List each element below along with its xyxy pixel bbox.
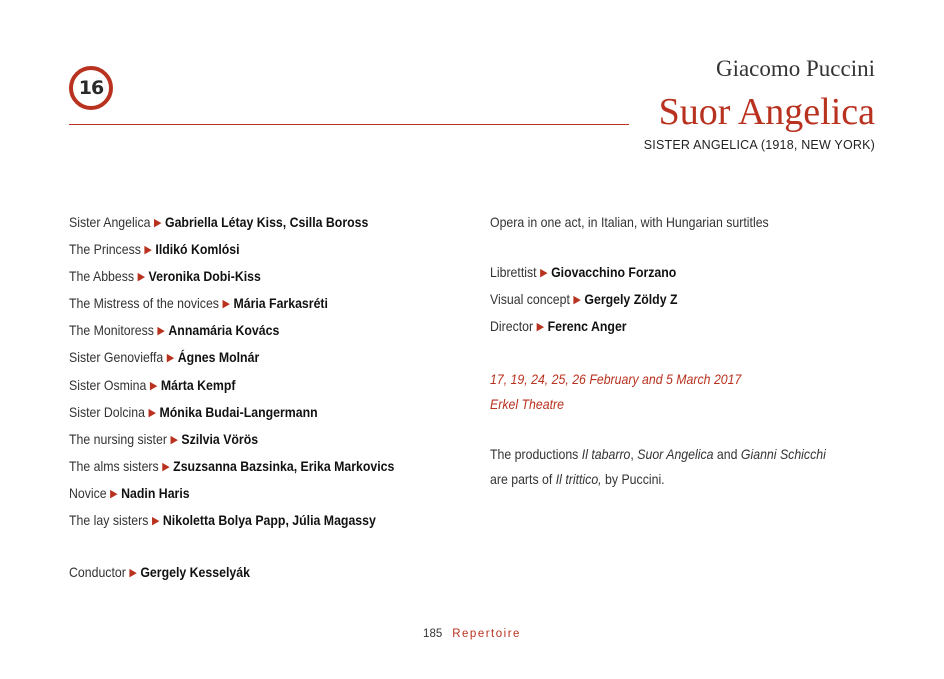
cast-row — [69, 318, 421, 345]
credit-name: Giovacchino Forzano — [551, 264, 677, 281]
cast-role: The Monitoress — [69, 322, 154, 339]
note-text: by Puccini. — [601, 470, 665, 487]
note-work-title: Il trittico, — [555, 470, 602, 487]
cast-row — [69, 237, 421, 264]
cast-row — [69, 291, 421, 318]
cast-row — [69, 345, 421, 372]
credit-role: Librettist — [490, 264, 537, 281]
note-work-title: Gianni Schicchi — [740, 445, 826, 462]
cast-names: Zsuzsanna Bazsinka, Erika Markovics — [173, 457, 395, 474]
credit-row — [490, 287, 860, 314]
right-triangle-icon: ▶ — [222, 298, 230, 311]
cast-role: Sister Osmina — [69, 376, 147, 393]
cast-row — [69, 508, 421, 535]
cast-row — [69, 210, 421, 237]
cast-role: Sister Genovieffa — [69, 349, 164, 366]
conductor-row — [69, 560, 421, 587]
credit-role: Visual concept — [490, 291, 570, 308]
spacer — [490, 341, 860, 366]
spacer — [490, 235, 860, 260]
cast-role: Sister Dolcina — [69, 403, 146, 420]
header-divider — [69, 124, 629, 125]
right-triangle-icon: ▶ — [154, 217, 162, 229]
opera-description: Opera in one act, in Italian, with Hungarian surtitles — [490, 214, 769, 230]
cast-names: Mónika Budai-Langermann — [159, 403, 318, 420]
cast-names: Ágnes Molnár — [177, 349, 260, 366]
cast-list — [69, 210, 421, 587]
note-text: The productions — [490, 445, 582, 462]
cast-row — [69, 264, 421, 291]
cast-names: Ildikó Komlósi — [155, 241, 240, 258]
right-triangle-icon: ▶ — [149, 379, 158, 392]
note-work-title: Il tabarro — [581, 445, 631, 462]
credit-role: Director — [490, 318, 534, 335]
right-triangle-icon: ▶ — [573, 294, 581, 307]
cast-row — [69, 481, 421, 508]
opera-subtitle: SISTER ANGELICA (1918, NEW YORK) — [643, 138, 875, 152]
cast-row — [69, 427, 421, 454]
trittico-note-line-1 — [490, 442, 860, 467]
right-triangle-icon: ▶ — [536, 321, 545, 334]
right-triangle-icon: ▶ — [129, 567, 137, 580]
cast-names: Nadin Haris — [121, 484, 190, 501]
section-name: Repertoire — [452, 628, 521, 640]
production-info — [490, 210, 860, 492]
spacer — [490, 417, 860, 442]
cast-role: The lay sisters — [69, 512, 149, 529]
right-triangle-icon: ▶ — [144, 244, 152, 257]
cast-names: Márta Kempf — [160, 376, 236, 393]
cast-names: Mária Farkasréti — [233, 295, 328, 312]
right-triangle-icon: ▶ — [162, 460, 170, 473]
right-triangle-icon: ▶ — [110, 487, 118, 500]
credit-row — [490, 260, 860, 287]
cast-names: Veronika Dobi-Kiss — [148, 268, 261, 285]
note-text: , — [630, 445, 638, 462]
conductor-name: Gergely Kesselyák — [140, 564, 250, 581]
note-work-title: Suor Angelica — [637, 445, 714, 462]
right-triangle-icon: ▶ — [151, 515, 160, 528]
cast-row — [69, 373, 421, 400]
right-triangle-icon: ▶ — [166, 352, 175, 365]
page-number-badge — [69, 66, 113, 110]
composer-name: Giacomo Puccini — [715, 56, 875, 81]
right-triangle-icon: ▶ — [148, 406, 156, 419]
cast-names: Nikoletta Bolya Papp, Júlia Magassy — [162, 512, 376, 529]
page-number: 185 — [423, 628, 443, 640]
cast-role: The Abbess — [69, 268, 135, 285]
right-triangle-icon: ▶ — [137, 271, 146, 284]
cast-row — [69, 454, 421, 481]
right-triangle-icon: ▶ — [157, 325, 165, 338]
conductor-role: Conductor — [69, 564, 126, 581]
cast-row — [69, 400, 421, 427]
cast-role: Novice — [69, 484, 107, 501]
page-footer — [0, 628, 944, 640]
cast-role: The Princess — [69, 241, 141, 258]
cast-role: The nursing sister — [69, 430, 167, 447]
trittico-note-line-2 — [490, 467, 860, 492]
cast-names: Annamária Kovács — [168, 322, 280, 339]
credit-name: Gergely Zöldy Z — [584, 291, 678, 308]
note-text: and — [713, 445, 741, 462]
right-triangle-icon: ▶ — [540, 267, 548, 280]
performance-dates: 17, 19, 24, 25, 26 February and 5 March 2017 — [490, 370, 742, 387]
spacer — [69, 535, 421, 560]
right-triangle-icon: ▶ — [170, 433, 178, 446]
venue: Erkel Theatre — [490, 395, 564, 412]
cast-names: Gabriella Létay Kiss, Csilla Boross — [164, 214, 369, 230]
credit-row — [490, 314, 860, 341]
badge-number: 16 — [78, 77, 104, 99]
cast-role: Sister Angelica — [69, 214, 151, 230]
cast-role: The Mistress of the novices — [69, 295, 219, 312]
credit-name: Ferenc Anger — [547, 318, 627, 335]
cast-names: Szilvia Vörös — [181, 430, 259, 447]
note-text: are parts of — [490, 470, 556, 487]
opera-title: Suor Angelica — [658, 91, 875, 133]
cast-role: The alms sisters — [69, 457, 159, 474]
